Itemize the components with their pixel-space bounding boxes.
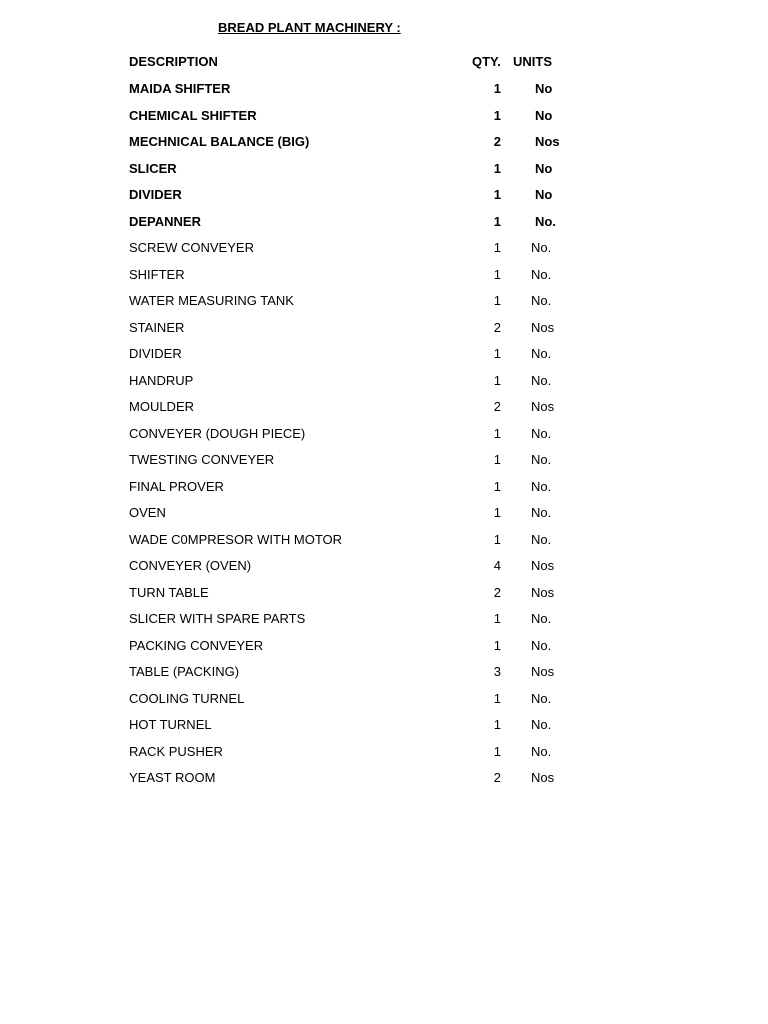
item-description: STAINER bbox=[129, 320, 185, 335]
item-units: No bbox=[535, 108, 553, 123]
item-units: No. bbox=[531, 373, 552, 388]
table-row bbox=[129, 293, 569, 309]
item-units: No bbox=[535, 81, 553, 96]
item-description: OVEN bbox=[129, 505, 166, 520]
table-row bbox=[129, 585, 569, 601]
item-qty: 2 bbox=[493, 399, 501, 414]
document-title: BREAD PLANT MACHINERY : bbox=[218, 20, 401, 35]
item-description: HOT TURNEL bbox=[129, 717, 212, 732]
item-qty: 1 bbox=[493, 611, 501, 626]
item-description: WADE C0MPRESOR WITH MOTOR bbox=[129, 532, 343, 547]
item-units: No. bbox=[531, 346, 552, 361]
item-units: Nos bbox=[531, 664, 555, 679]
item-description: TURN TABLE bbox=[129, 585, 209, 600]
item-description: WATER MEASURING TANK bbox=[129, 293, 294, 308]
item-qty: 1 bbox=[493, 108, 501, 123]
table-row bbox=[129, 81, 569, 97]
item-units: Nos bbox=[531, 770, 555, 785]
table-row bbox=[129, 267, 569, 283]
header-units: UNITS bbox=[513, 54, 552, 69]
item-qty: 1 bbox=[493, 452, 501, 467]
table-row bbox=[129, 108, 569, 124]
item-units: No. bbox=[531, 505, 552, 520]
item-qty: 1 bbox=[493, 479, 501, 494]
table-row bbox=[129, 187, 569, 203]
table-row bbox=[129, 399, 569, 415]
item-description: CONVEYER (DOUGH PIECE) bbox=[129, 426, 306, 441]
item-units: No. bbox=[535, 214, 556, 229]
table-row bbox=[129, 214, 569, 230]
item-qty: 1 bbox=[493, 505, 501, 520]
item-description: MOULDER bbox=[129, 399, 195, 414]
item-qty: 1 bbox=[493, 187, 501, 202]
item-units: No. bbox=[531, 744, 552, 759]
item-units: No bbox=[535, 161, 553, 176]
table-row bbox=[129, 717, 569, 733]
item-units: Nos bbox=[531, 399, 555, 414]
table-row bbox=[129, 770, 569, 786]
item-units: No. bbox=[531, 532, 552, 547]
table-row bbox=[129, 479, 569, 495]
item-description: SLICER bbox=[129, 161, 177, 176]
item-qty: 2 bbox=[493, 770, 501, 785]
item-description: DIVIDER bbox=[129, 187, 182, 202]
table-row bbox=[129, 505, 569, 521]
item-units: No. bbox=[531, 638, 552, 653]
item-qty: 1 bbox=[493, 744, 501, 759]
item-units: No. bbox=[531, 452, 552, 467]
table-row bbox=[129, 426, 569, 442]
item-units: Nos bbox=[531, 558, 555, 573]
item-units: No. bbox=[531, 426, 552, 441]
item-qty: 1 bbox=[493, 240, 501, 255]
item-qty: 1 bbox=[493, 638, 501, 653]
item-units: Nos bbox=[531, 320, 555, 335]
item-units: No. bbox=[531, 267, 552, 282]
table-row bbox=[129, 611, 569, 627]
item-qty: 1 bbox=[493, 373, 501, 388]
item-units: No. bbox=[531, 611, 552, 626]
item-qty: 1 bbox=[493, 267, 501, 282]
header-description: DESCRIPTION bbox=[129, 54, 218, 69]
item-qty: 1 bbox=[493, 81, 501, 96]
item-description: MAIDA SHIFTER bbox=[129, 81, 231, 96]
item-units: No. bbox=[531, 293, 552, 308]
item-description: CONVEYER (OVEN) bbox=[129, 558, 252, 573]
item-qty: 1 bbox=[493, 717, 501, 732]
table-row bbox=[129, 134, 569, 150]
item-qty: 1 bbox=[493, 426, 501, 441]
item-qty: 2 bbox=[493, 320, 501, 335]
header-qty: QTY. bbox=[472, 54, 501, 69]
item-description: HANDRUP bbox=[129, 373, 194, 388]
item-description: RACK PUSHER bbox=[129, 744, 223, 759]
table-row bbox=[129, 638, 569, 654]
table-row bbox=[129, 240, 569, 256]
item-description: TWESTING CONVEYER bbox=[129, 452, 275, 467]
item-qty: 1 bbox=[493, 293, 501, 308]
table-row bbox=[129, 161, 569, 177]
item-qty: 2 bbox=[493, 585, 501, 600]
table-row bbox=[129, 744, 569, 760]
item-qty: 3 bbox=[493, 664, 501, 679]
item-qty: 1 bbox=[493, 346, 501, 361]
item-description: YEAST ROOM bbox=[129, 770, 216, 785]
item-description: DIVIDER bbox=[129, 346, 182, 361]
item-units: Nos bbox=[535, 134, 560, 149]
item-qty: 4 bbox=[493, 558, 501, 573]
table-row bbox=[129, 452, 569, 468]
item-qty: 2 bbox=[493, 134, 501, 149]
item-description: SHIFTER bbox=[129, 267, 185, 282]
table-row bbox=[129, 664, 569, 680]
item-description: SCREW CONVEYER bbox=[129, 240, 254, 255]
item-description: FINAL PROVER bbox=[129, 479, 224, 494]
table-row bbox=[129, 558, 569, 574]
item-description: COOLING TURNEL bbox=[129, 691, 245, 706]
table-row bbox=[129, 320, 569, 336]
table-header bbox=[129, 54, 569, 70]
item-description: SLICER WITH SPARE PARTS bbox=[129, 611, 306, 626]
item-qty: 1 bbox=[493, 691, 501, 706]
item-description: PACKING CONVEYER bbox=[129, 638, 264, 653]
table-row bbox=[129, 346, 569, 362]
item-qty: 1 bbox=[493, 161, 501, 176]
item-description: MECHNICAL BALANCE (BIG) bbox=[129, 134, 310, 149]
item-units: Nos bbox=[531, 585, 555, 600]
table-row bbox=[129, 691, 569, 707]
item-units: No bbox=[535, 187, 553, 202]
item-units: No. bbox=[531, 691, 552, 706]
table-row bbox=[129, 532, 569, 548]
item-qty: 1 bbox=[493, 532, 501, 547]
item-description: CHEMICAL SHIFTER bbox=[129, 108, 257, 123]
item-units: No. bbox=[531, 240, 552, 255]
item-description: TABLE (PACKING) bbox=[129, 664, 240, 679]
item-units: No. bbox=[531, 479, 552, 494]
item-qty: 1 bbox=[493, 214, 501, 229]
item-description: DEPANNER bbox=[129, 214, 201, 229]
item-units: No. bbox=[531, 717, 552, 732]
table-row bbox=[129, 373, 569, 389]
